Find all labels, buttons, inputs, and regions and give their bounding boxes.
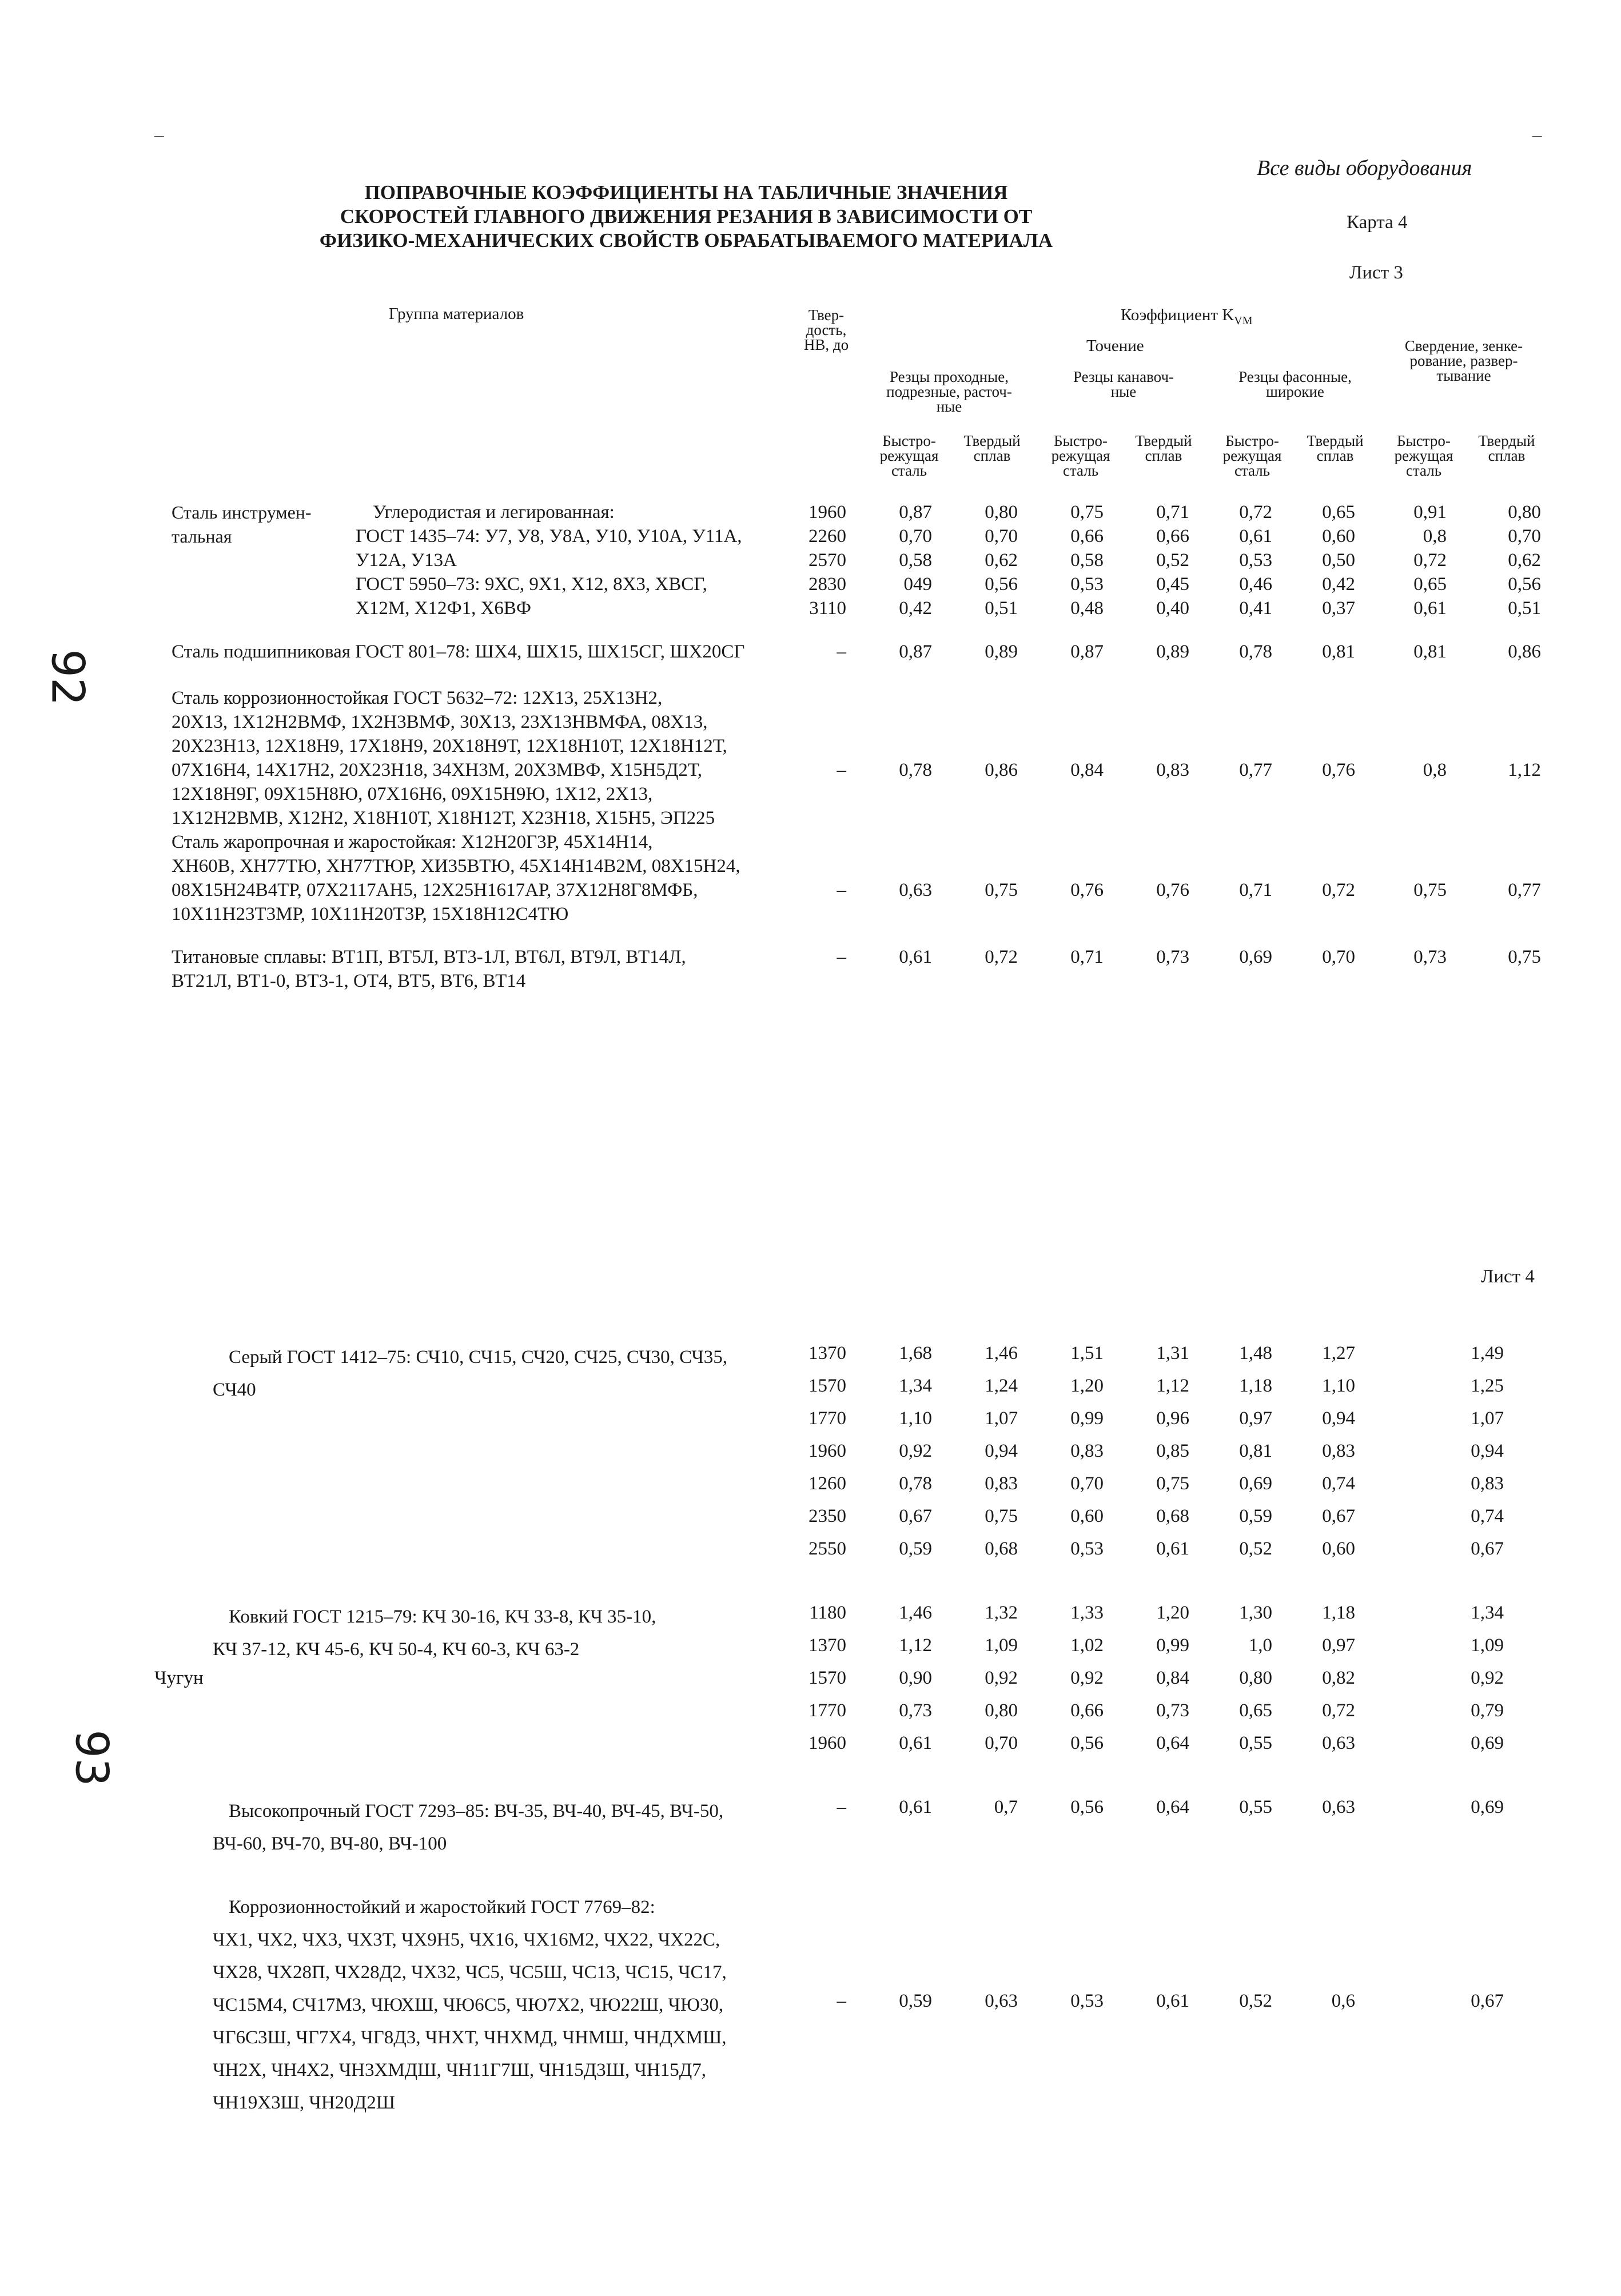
coefficient-cell: 0,61: [899, 1797, 932, 1817]
coefficient-cell: 1,18: [1239, 1376, 1272, 1396]
coefficient-cell: 0,83: [1322, 1441, 1355, 1461]
header-line: тывание: [1436, 367, 1491, 384]
coefficient-cell: 0,58: [1070, 550, 1104, 571]
coefficient-cell: 0,89: [1156, 641, 1189, 662]
coefficient-cell: 0,70: [985, 526, 1018, 547]
coefficient-cell: 1,0: [1248, 1635, 1272, 1656]
hardness-cell: 1370: [808, 1343, 846, 1364]
hardness-cell: 1260: [808, 1473, 846, 1494]
coefficient-cell: 0,61: [1239, 526, 1272, 547]
coefficient-cell: 0,59: [899, 1538, 932, 1559]
header-line: Резцы проходные,: [889, 368, 1009, 385]
coefficient-cell: 0,81: [1413, 641, 1447, 662]
coefficient-cell: 0,80: [985, 1700, 1018, 1721]
coefficient-cell: 0,62: [1508, 550, 1541, 571]
coefficient-cell: 0,67: [1471, 1991, 1504, 2011]
coefficient-cell: 0,56: [985, 574, 1018, 595]
coefficient-cell: 0,56: [1070, 1797, 1104, 1817]
text-line: 12Х18Н9Г, 09Х15Н8Ю, 07Х16Н6, 09Х15Н9Ю, 1Х12, 2Х13,: [172, 784, 653, 804]
coefficient-cell: 0,74: [1322, 1473, 1355, 1494]
coefficient-cell: 0,73: [899, 1700, 932, 1721]
coefficient-cell: 0,61: [1413, 598, 1447, 619]
header-line: режущая: [1051, 447, 1110, 464]
header-line: дость,: [806, 321, 847, 338]
coefficient-cell: 0,55: [1239, 1797, 1272, 1817]
text-line: 07Х16Н4, 14Х17Н2, 20Х23Н18, 34ХН3М, 20Х3МВФ, Х15Н5Д2Т,: [172, 760, 703, 780]
coefficient-cell: 0,53: [1070, 1991, 1104, 2011]
coefficient-cell: 1,09: [1471, 1635, 1504, 1656]
text-line: ЧН19Х3Ш, ЧН20Д2Ш: [213, 2092, 395, 2113]
header-line: Быстро-: [1397, 432, 1451, 449]
coefficient-cell: 0,52: [1239, 1538, 1272, 1559]
ductile-iron-text: [213, 1795, 723, 1860]
header-line: Быстро-: [1225, 432, 1279, 449]
coefficient-cell: 0,52: [1239, 1991, 1272, 2011]
coefficient-cell: 1,51: [1070, 1343, 1104, 1364]
hardness-cell: –: [837, 1797, 846, 1817]
coefficient-cell: 0,8: [1423, 526, 1447, 547]
header-line: сплав: [1145, 447, 1182, 464]
coefficient-cell: 1,07: [985, 1408, 1018, 1429]
header-line: рование, развер-: [1409, 352, 1518, 369]
coefficient-cell: 1,25: [1471, 1376, 1504, 1396]
coefficient-cell: 0,75: [1508, 947, 1541, 967]
coefficient-cell: 0,86: [985, 760, 1018, 780]
hardness-cell: –: [837, 947, 846, 967]
coefficient-cell: 0,92: [1070, 1668, 1104, 1688]
coefficient-cell: 0,37: [1322, 598, 1355, 619]
hardness-cell: 1770: [808, 1408, 846, 1429]
coefficient-cell: 0,81: [1239, 1441, 1272, 1461]
coefficient-cell: 0,67: [1322, 1506, 1355, 1526]
coefficient-cell: 0,69: [1239, 1473, 1272, 1494]
coefficient-cell: 0,97: [1239, 1408, 1272, 1429]
hardness-cell: –: [837, 641, 846, 662]
coefficient-cell: 1,20: [1156, 1603, 1189, 1623]
coefficient-cell: 1,46: [899, 1603, 932, 1623]
coefficient-cell: 0,72: [1322, 880, 1355, 900]
text-line: Титановые сплавы: ВТ1П, ВТ5Л, ВТ3-1Л, ВТ6Л, ВТ9Л, ВТ14Л,: [172, 947, 686, 967]
header-line: Резцы канавоч-: [1073, 368, 1174, 385]
header-hss: [1209, 433, 1295, 478]
coefficient-cell: 1,20: [1070, 1376, 1104, 1396]
header-hard: [952, 433, 1032, 463]
coefficient-cell: 0,92: [899, 1441, 932, 1461]
coefficient-cell: 0,78: [899, 1473, 932, 1494]
text-line: ХН60В, ХН77ТЮ, ХН77ТЮР, ХИ35ВТЮ, 45Х14Н14В2М, 08Х15Н24,: [172, 856, 740, 876]
coefficient-cell: 1,02: [1070, 1635, 1104, 1656]
coefficient-cell: 0,80: [985, 502, 1018, 523]
coefficient-cell: 0,71: [1239, 880, 1272, 900]
coefficient-cell: 0,80: [1508, 502, 1541, 523]
coefficient-cell: 1,18: [1322, 1603, 1355, 1623]
coefficient-cell: 0,87: [1070, 641, 1104, 662]
coefficient-cell: 0,75: [1156, 1473, 1189, 1494]
coefficient-cell: 0,83: [1471, 1473, 1504, 1494]
header-line: сплав: [1488, 447, 1526, 464]
header-group-materials: Группа материалов: [389, 305, 524, 323]
coefficient-cell: 0,96: [1156, 1408, 1189, 1429]
coefficient-cell: 0,61: [1156, 1538, 1189, 1559]
header-cutters-through: [863, 369, 1035, 414]
coefficient-cell: 0,53: [1070, 574, 1104, 595]
coefficient-cell: 0,60: [1322, 1538, 1355, 1559]
coefficient-cell: 0,87: [899, 502, 932, 523]
header-line: Быстро-: [1054, 432, 1108, 449]
header-line: Твердый: [1478, 432, 1535, 449]
coefficient-cell: 0,85: [1156, 1441, 1189, 1461]
hardness-cell: 1180: [809, 1603, 846, 1623]
coefficient-cell: 0,69: [1471, 1733, 1504, 1753]
title-line: ПОПРАВОЧНЫЕ КОЭФФИЦИЕНТЫ НА ТАБЛИЧНЫЕ ЗНАЧЕНИЯ: [364, 181, 1008, 204]
coefficient-cell: 0,52: [1156, 550, 1189, 571]
coefficient-cell: 0,73: [1156, 947, 1189, 967]
coefficient-cell: 0,70: [1322, 947, 1355, 967]
coefficient-cell: 0,75: [985, 1506, 1018, 1526]
hardness-cell: 1960: [808, 1733, 846, 1753]
coefficient-cell: 0,78: [1239, 641, 1272, 662]
coef-subscript: VМ: [1234, 314, 1253, 327]
coefficient-cell: 049: [903, 574, 932, 595]
coefficient-cell: 0,65: [1413, 574, 1447, 595]
title-line: СКОРОСТЕЙ ГЛАВНОГО ДВИЖЕНИЯ РЕЗАНИЯ В ЗАВИСИМОСТИ ОТ: [340, 205, 1033, 228]
coefficient-cell: 0,71: [1156, 502, 1189, 523]
coefficient-cell: 0,72: [985, 947, 1018, 967]
header-hss: [1038, 433, 1124, 478]
text-line: Коррозионностойкий и жаростойкий ГОСТ 7769–82:: [229, 1897, 655, 1918]
text-line: 1Х12Н2ВМВ, Х12Н2, Х18Н10Т, Х18Н12Т, Х23Н18, Х15Н5, ЭП225: [172, 808, 715, 828]
text-line: ЧС15М4, СЧ17М3, ЧЮХШ, ЧЮ6С5, ЧЮ7Х2, ЧЮ22Ш, ЧЮ30,: [213, 1995, 724, 2015]
coefficient-cell: 0,60: [1322, 526, 1355, 547]
coefficient-cell: 0,62: [985, 550, 1018, 571]
coefficient-cell: 1,34: [899, 1376, 932, 1396]
coefficient-cell: 1,09: [985, 1635, 1018, 1656]
text-line: КЧ 37-12, КЧ 45-6, КЧ 50-4, КЧ 60-3, КЧ 63-2: [213, 1639, 580, 1660]
coef-label: Коэффициент K: [1121, 306, 1234, 324]
header-line: ные: [1110, 383, 1137, 400]
coefficient-cell: 0,60: [1070, 1506, 1104, 1526]
coefficient-cell: 0,86: [1508, 641, 1541, 662]
page-title: [280, 181, 1092, 253]
coefficient-cell: 0,89: [985, 641, 1018, 662]
coefficient-cell: 0,66: [1070, 1700, 1104, 1721]
coefficient-cell: 0,46: [1239, 574, 1272, 595]
margin-page-number: 92: [41, 649, 93, 706]
text-line: ВЧ-60, ВЧ-70, ВЧ-80, ВЧ-100: [213, 1833, 447, 1854]
coefficient-cell: 0,81: [1322, 641, 1355, 662]
coefficient-cell: 0,91: [1413, 502, 1447, 523]
header-line: подрезные, расточ-: [886, 383, 1012, 400]
coefficient-cell: 0,92: [985, 1668, 1018, 1688]
coefficient-cell: 0,51: [985, 598, 1018, 619]
tool-steel-group: [172, 500, 312, 548]
coefficient-cell: 0,76: [1156, 880, 1189, 900]
header-line: НВ, до: [803, 336, 849, 353]
coefficient-cell: 1,31: [1156, 1343, 1189, 1364]
header-hardness: [789, 308, 863, 352]
coefficient-cell: 1,30: [1239, 1603, 1272, 1623]
text-line: Сталь инструмен-: [172, 502, 312, 523]
coefficient-cell: 0,94: [985, 1441, 1018, 1461]
coefficient-cell: 0,71: [1070, 947, 1104, 967]
coefficient-cell: 0,56: [1508, 574, 1541, 595]
equipment-subtitle: Все виды оборудования: [1257, 156, 1472, 180]
header-line: Твер-: [808, 306, 845, 324]
header-line: сплав: [973, 447, 1011, 464]
coefficient-cell: 0,94: [1471, 1441, 1504, 1461]
coefficient-cell: 0,83: [1156, 760, 1189, 780]
header-line: режущая: [1222, 447, 1282, 464]
coefficient-cell: 0,75: [1413, 880, 1447, 900]
coefficient-cell: 1,12: [1508, 760, 1541, 780]
coefficient-cell: 0,84: [1070, 760, 1104, 780]
coefficient-cell: 0,70: [1508, 526, 1541, 547]
coefficient-cell: 1,12: [899, 1635, 932, 1656]
text-line: СЧ40: [213, 1380, 256, 1400]
text-line: 10Х11Н23Т3МР, 10Х11Н20Т3Р, 15Х18Н12С4ТЮ: [172, 904, 569, 924]
text-line: ЧХ28, ЧХ28П, ЧХ28Д2, ЧХ32, ЧС5, ЧС5Ш, ЧС13, ЧС15, ЧС17,: [213, 1962, 727, 1983]
coefficient-cell: 0,94: [1322, 1408, 1355, 1429]
coefficient-cell: 0,78: [899, 760, 932, 780]
text-line: тальная: [172, 526, 232, 547]
header-line: Свердение, зенке-: [1404, 337, 1523, 354]
coefficient-cell: 0,70: [985, 1733, 1018, 1753]
card-number: Карта 4: [1347, 212, 1408, 233]
text-line: ЧХ1, ЧХ2, ЧХ3, ЧХ3Т, ЧХ9Н5, ЧХ16, ЧХ16М2, ЧХ22, ЧХ22С,: [213, 1930, 720, 1950]
text-line: Ковкий ГОСТ 1215–79: КЧ 30-16, КЧ 33-8, КЧ 35-10,: [229, 1607, 656, 1627]
sheet-3-label: Лист 3: [1349, 262, 1403, 283]
coefficient-cell: 0,76: [1322, 760, 1355, 780]
hardness-cell: 3110: [809, 598, 846, 619]
hardness-cell: 1960: [808, 502, 846, 523]
coefficient-cell: 1,68: [899, 1343, 932, 1364]
header-line: сталь: [891, 462, 927, 479]
coefficient-cell: 0,74: [1471, 1506, 1504, 1526]
header-line: Твердый: [963, 432, 1021, 449]
cast-iron-label: Чугун: [154, 1668, 204, 1688]
text-line: Сталь жаропрочная и жаростойкая: Х12Н20Г3Р, 45Х14Н14,: [172, 832, 653, 852]
coefficient-cell: 1,24: [985, 1376, 1018, 1396]
header-hss: [1381, 433, 1467, 478]
coefficient-cell: 0,6: [1331, 1991, 1355, 2011]
tool-steel-grades: [356, 500, 742, 620]
coefficient-cell: 0,42: [899, 598, 932, 619]
coefficient-cell: 1,10: [899, 1408, 932, 1429]
header-line: режущая: [879, 447, 939, 464]
coefficient-cell: 0,99: [1156, 1635, 1189, 1656]
text-line: ВТ21Л, ВТ1-0, ВТ3-1, ОТ4, ВТ5, ВТ6, ВТ14: [172, 971, 526, 991]
coefficient-cell: 0,65: [1322, 502, 1355, 523]
coefficient-cell: 0,90: [899, 1668, 932, 1688]
title-line: ФИЗИКО-МЕХАНИЧЕСКИХ СВОЙСТВ ОБРАБАТЫВАЕМОГО МАТЕРИАЛА: [319, 229, 1053, 252]
header-coefficient: [1121, 308, 1253, 328]
header-line: Быстро-: [882, 432, 936, 449]
coefficient-cell: 0,68: [985, 1538, 1018, 1559]
hardness-cell: –: [837, 880, 846, 900]
coefficient-cell: 0,48: [1070, 598, 1104, 619]
header-hss: [866, 433, 952, 478]
malleable-iron-text: [213, 1601, 656, 1666]
coefficient-cell: 0,70: [899, 526, 932, 547]
coefficient-cell: 0,77: [1508, 880, 1541, 900]
coefficient-cell: 0,63: [1322, 1797, 1355, 1817]
header-line: Твердый: [1135, 432, 1192, 449]
coefficient-cell: 0,75: [1070, 502, 1104, 523]
coefficient-cell: 1,07: [1471, 1408, 1504, 1429]
coefficient-cell: 0,84: [1156, 1668, 1189, 1688]
coefficient-cell: 0,66: [1156, 526, 1189, 547]
coefficient-cell: 0,99: [1070, 1408, 1104, 1429]
text-line: ЧН2Х, ЧН4Х2, ЧН3ХМДШ, ЧН11Г7Ш, ЧН15Д3Ш, ЧН15Д7,: [213, 2060, 707, 2080]
coefficient-cell: 0,72: [1413, 550, 1447, 571]
header-line: сталь: [1405, 462, 1442, 479]
coefficient-cell: 0,66: [1070, 526, 1104, 547]
hardness-cell: 2550: [808, 1538, 846, 1559]
coefficient-cell: 0,83: [1070, 1441, 1104, 1461]
coefficient-cell: 0,70: [1070, 1473, 1104, 1494]
header-hard: [1124, 433, 1204, 463]
coefficient-cell: 0,69: [1239, 947, 1272, 967]
text-line: Сталь коррозионностойкая ГОСТ 5632–72: 12Х13, 25Х13Н2,: [172, 688, 663, 708]
coefficient-cell: 0,65: [1239, 1700, 1272, 1721]
gray-iron-text: [213, 1341, 727, 1406]
coefficient-cell: 0,69: [1471, 1797, 1504, 1817]
coefficient-cell: 0,40: [1156, 598, 1189, 619]
coefficient-cell: 0,76: [1070, 880, 1104, 900]
coefficient-cell: 1,27: [1322, 1343, 1355, 1364]
titanium-text: [172, 945, 686, 993]
coefficient-cell: 0,45: [1156, 574, 1189, 595]
hardness-cell: 2350: [808, 1506, 846, 1526]
coefficient-cell: 0,41: [1239, 598, 1272, 619]
coefficient-cell: 0,61: [899, 1733, 932, 1753]
header-line: Твердый: [1307, 432, 1364, 449]
header-hard: [1467, 433, 1547, 463]
coefficient-cell: 0,64: [1156, 1797, 1189, 1817]
header-line: сталь: [1234, 462, 1270, 479]
hardness-cell: –: [837, 1991, 846, 2011]
coefficient-cell: 0,7: [994, 1797, 1018, 1817]
text-line: У12А, У13А: [356, 550, 457, 571]
coefficient-cell: 0,83: [985, 1473, 1018, 1494]
header-line: сталь: [1062, 462, 1099, 479]
coefficient-cell: 0,59: [1239, 1506, 1272, 1526]
header-cutters-shape: [1212, 369, 1378, 399]
coefficient-cell: 1,49: [1471, 1343, 1504, 1364]
top-right-mark: _: [1532, 119, 1542, 139]
top-left-mark: _: [154, 119, 164, 139]
text-line: 20Х23Н13, 12Х18Н9, 17Х18Н9, 20Х18Н9Т, 12Х18Н10Т, 12Х18Н12Т,: [172, 736, 727, 756]
coefficient-cell: 0,72: [1239, 502, 1272, 523]
coefficient-cell: 1,34: [1471, 1603, 1504, 1623]
hardness-cell: 2830: [808, 574, 846, 595]
coefficient-cell: 1,12: [1156, 1376, 1189, 1396]
coefficient-cell: 0,42: [1322, 574, 1355, 595]
hardness-cell: 1570: [808, 1376, 846, 1396]
header-line: широкие: [1266, 383, 1324, 400]
coefficient-cell: 0,61: [899, 947, 932, 967]
hardness-cell: –: [837, 760, 846, 780]
heat-steel-text: [172, 830, 740, 926]
coefficient-cell: 0,97: [1322, 1635, 1355, 1656]
coefficient-cell: 0,64: [1156, 1733, 1189, 1753]
header-cutters-groove: [1046, 369, 1201, 399]
coefficient-cell: 0,59: [899, 1991, 932, 2011]
coefficient-cell: 0,58: [899, 550, 932, 571]
text-line: 20Х13, 1Х12Н2ВМФ, 1Х2Н3ВМФ, 30Х13, 23Х13НВМФА, 08Х13,: [172, 712, 708, 732]
corrosion-steel-text: [172, 686, 727, 830]
header-line: режущая: [1394, 447, 1453, 464]
coefficient-cell: 0,67: [899, 1506, 932, 1526]
coefficient-cell: 0,80: [1239, 1668, 1272, 1688]
text-line: ГОСТ 5950–73: 9ХС, 9Х1, Х12, 8Х3, ХВСГ,: [356, 574, 707, 595]
text-line: ЧГ6С3Ш, ЧГ7Х4, ЧГ8Д3, ЧНХТ, ЧНХМД, ЧНМШ, ЧНДХМШ,: [213, 2027, 727, 2048]
text-line: Серый ГОСТ 1412–75: СЧ10, СЧ15, СЧ20, СЧ25, СЧ30, СЧ35,: [229, 1347, 728, 1368]
coefficient-cell: 0,56: [1070, 1733, 1104, 1753]
text-line: Углеродистая и легированная:: [373, 502, 615, 523]
coefficient-cell: 0,87: [899, 641, 932, 662]
coefficient-cell: 0,79: [1471, 1700, 1504, 1721]
hardness-cell: 1770: [808, 1700, 846, 1721]
header-line: ные: [936, 398, 962, 415]
coefficient-cell: 0,75: [985, 880, 1018, 900]
coefficient-cell: 0,63: [899, 880, 932, 900]
coefficient-cell: 0,92: [1471, 1668, 1504, 1688]
coefficient-cell: 0,53: [1070, 1538, 1104, 1559]
text-line: 08Х15Н24В4ТР, 07Х2117АН5, 12Х25Н1617АР, 37Х12Н8Г8МФБ,: [172, 880, 698, 900]
coefficient-cell: 1,33: [1070, 1603, 1104, 1623]
hardness-cell: 1960: [808, 1441, 846, 1461]
coefficient-cell: 1,48: [1239, 1343, 1272, 1364]
coefficient-cell: 0,68: [1156, 1506, 1189, 1526]
coefficient-cell: 0,55: [1239, 1733, 1272, 1753]
header-line: сплав: [1316, 447, 1354, 464]
margin-page-number: 93: [65, 1729, 117, 1787]
header-drilling: [1378, 338, 1550, 383]
text-line: Х12М, Х12Ф1, Х6ВФ: [356, 598, 531, 619]
bearing-steel-text: Сталь подшипниковая ГОСТ 801–78: ШХ4, ШХ15, ШХ15СГ, ШХ20СГ: [172, 641, 745, 662]
text-line: Высокопрочный ГОСТ 7293–85: ВЧ-35, ВЧ-40, ВЧ-45, ВЧ-50,: [229, 1801, 724, 1821]
coefficient-cell: 1,46: [985, 1343, 1018, 1364]
coefficient-cell: 0,73: [1156, 1700, 1189, 1721]
corrosion-iron-text: [213, 1891, 727, 2119]
coefficient-cell: 0,77: [1239, 760, 1272, 780]
coefficient-cell: 0,50: [1322, 550, 1355, 571]
header-turning: Точение: [1086, 337, 1144, 355]
coefficient-cell: 0,72: [1322, 1700, 1355, 1721]
hardness-cell: 1570: [808, 1668, 846, 1688]
coefficient-cell: 0,51: [1508, 598, 1541, 619]
coefficient-cell: 0,8: [1423, 760, 1447, 780]
coefficient-cell: 0,63: [1322, 1733, 1355, 1753]
hardness-cell: 2570: [808, 550, 846, 571]
coefficient-cell: 0,53: [1239, 550, 1272, 571]
sheet-4-label: Лист 4: [1481, 1266, 1535, 1287]
hardness-cell: 1370: [808, 1635, 846, 1656]
coefficient-cell: 0,73: [1413, 947, 1447, 967]
hardness-cell: 2260: [808, 526, 846, 547]
coefficient-cell: 1,32: [985, 1603, 1018, 1623]
text-line: ГОСТ 1435–74: У7, У8, У8А, У10, У10А, У11А,: [356, 526, 742, 547]
header-hard: [1295, 433, 1375, 463]
coefficient-cell: 0,61: [1156, 1991, 1189, 2011]
coefficient-cell: 1,10: [1322, 1376, 1355, 1396]
coefficient-cell: 0,63: [985, 1991, 1018, 2011]
coefficient-cell: 0,82: [1322, 1668, 1355, 1688]
coefficient-cell: 0,67: [1471, 1538, 1504, 1559]
header-line: Резцы фасонные,: [1238, 368, 1352, 385]
